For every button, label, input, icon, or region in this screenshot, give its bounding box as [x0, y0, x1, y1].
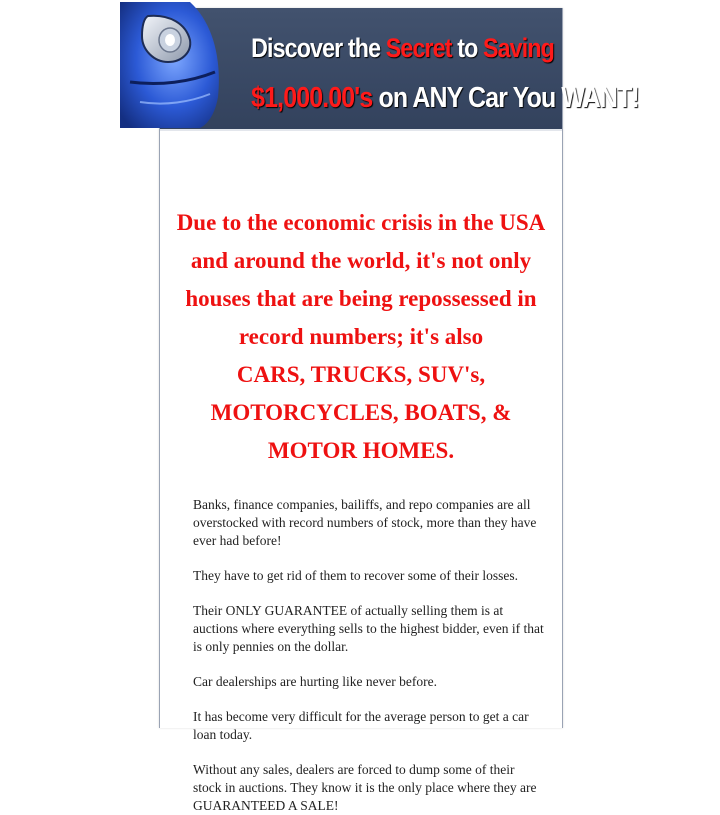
headline-text: Discover the [251, 33, 386, 63]
banner-headline [228, 23, 639, 123]
body-paragraph: Without any sales, dealers are forced to dump some of their stock in auctions. They know it is the only place where they are GUARANTEED A SALE! [193, 762, 537, 813]
lead-text: Due to the economic crisis in the USA and around the world, it's not only houses that are being repossessed in record numbers; it's also [176, 210, 546, 349]
header-banner [160, 8, 639, 131]
headline-accent: Saving [482, 33, 554, 63]
car-headlight-icon [120, 2, 225, 128]
headline-line-2 [251, 73, 639, 123]
headline-accent: Secret [385, 33, 452, 63]
headline-accent: $1,000.00's [251, 82, 373, 114]
headline-text: to [451, 33, 483, 63]
lead-paragraph [170, 204, 552, 470]
body-copy [193, 496, 544, 815]
sales-page [159, 8, 639, 813]
body-paragraph: Banks, finance companies, bailiffs, and repo companies are all overstocked with record numbers of stock, more than they have ever had before! [193, 497, 537, 548]
body-paragraph: It has become very difficult for the average person to get a car loan today. [193, 709, 529, 742]
body-paragraph: Car dealerships are hurting like never before. [193, 674, 438, 689]
body-paragraph: Their ONLY GUARANTEE of actually selling them is at auctions where everything sells to the highest bidder, even if that is only pennies on the dollar. [193, 603, 544, 654]
headline-text: on ANY Car You WANT! [372, 82, 639, 114]
lead-caps-text: CARS, TRUCKS, SUV's, MOTORCYCLES, BOATS, & MOTOR HOMES. [210, 362, 512, 463]
body-paragraph: They have to get rid of them to recover some of their losses. [193, 568, 519, 583]
headline-line-1 [251, 23, 554, 73]
